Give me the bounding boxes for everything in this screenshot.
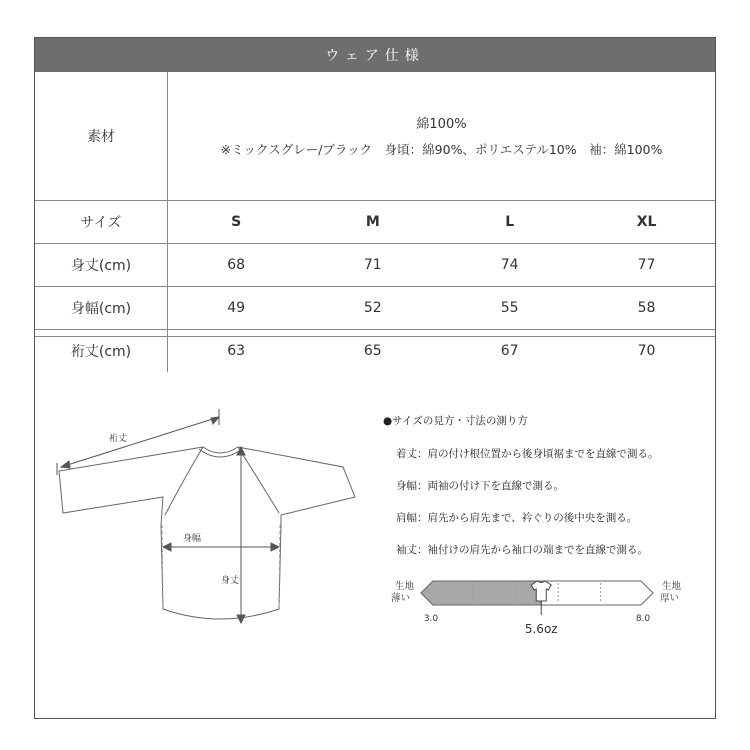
spec-sheet — [34, 37, 716, 719]
scale-fill — [421, 581, 541, 605]
howto-line: 着丈：肩の付け根位置から後身頃裾までを直線で測る。 — [396, 448, 659, 460]
table-cell: 71 — [304, 243, 441, 286]
table-cell: 67 — [441, 329, 578, 372]
table-cell: 52 — [304, 286, 441, 329]
howto-title: ●サイズの見方・寸法の測り方 — [383, 415, 528, 427]
material-note: ※ミックスグレー/ブラック 身頃：綿90%、ポリエステル10% 袖：綿100% — [220, 142, 663, 158]
table-cell: 65 — [304, 329, 441, 372]
mihaba-label: 身幅 — [183, 534, 202, 544]
table-cell: 63 — [168, 329, 305, 372]
thin-label-1: 生地 — [395, 581, 415, 592]
howto-line: 肩幅：肩先から肩先まで、衿ぐりの後中央を測る。 — [396, 512, 638, 524]
howto-line: 袖丈：袖付けの肩先から袖口の端までを直線で測る。 — [396, 544, 648, 556]
table-cell: 55 — [441, 286, 578, 329]
yuki-label: 裄丈 — [109, 434, 128, 444]
table-cell: 58 — [578, 286, 715, 329]
size-label: サイズ — [35, 200, 168, 243]
size-xl: XL — [578, 200, 715, 243]
thin-label-2: 薄い — [391, 593, 411, 604]
scale-value: 5.6oz — [524, 622, 558, 636]
spec-title: ウェア仕様 — [35, 38, 715, 72]
right-sleeve-outline — [238, 447, 355, 525]
body-outline — [161, 525, 281, 619]
material-cell — [168, 72, 716, 200]
table-cell: 70 — [578, 329, 715, 372]
material-label: 素材 — [35, 72, 168, 200]
howto-section — [383, 413, 659, 574]
row-label-yuki: 裄丈(cm) — [35, 329, 168, 372]
row-label-mitake: 身丈(cm) — [35, 243, 168, 286]
howto-line: 身幅：両袖の付け下を直線で測る。 — [396, 480, 564, 492]
table-row — [35, 286, 715, 329]
table-cell: 74 — [441, 243, 578, 286]
mitake-label: 身丈 — [221, 576, 240, 586]
thickness-scale — [385, 577, 715, 657]
shirt-diagram — [35, 337, 365, 721]
table-cell: 49 — [168, 286, 305, 329]
size-m: M — [304, 200, 441, 243]
left-sleeve-outline — [59, 447, 203, 525]
size-header-row — [35, 200, 715, 243]
scale-max: 8.0 — [635, 614, 651, 624]
diagram-area — [35, 336, 715, 721]
scale-min: 3.0 — [423, 614, 439, 624]
spec-table — [35, 72, 715, 372]
row-label-mihaba: 身幅(cm) — [35, 286, 168, 329]
thick-label-1: 生地 — [662, 581, 682, 592]
thick-label-2: 厚い — [660, 593, 680, 604]
size-s: S — [168, 200, 305, 243]
size-l: L — [441, 200, 578, 243]
table-row — [35, 243, 715, 286]
table-cell: 68 — [168, 243, 305, 286]
material-main: 綿100% — [416, 117, 467, 133]
table-cell: 77 — [578, 243, 715, 286]
material-row — [35, 72, 715, 200]
